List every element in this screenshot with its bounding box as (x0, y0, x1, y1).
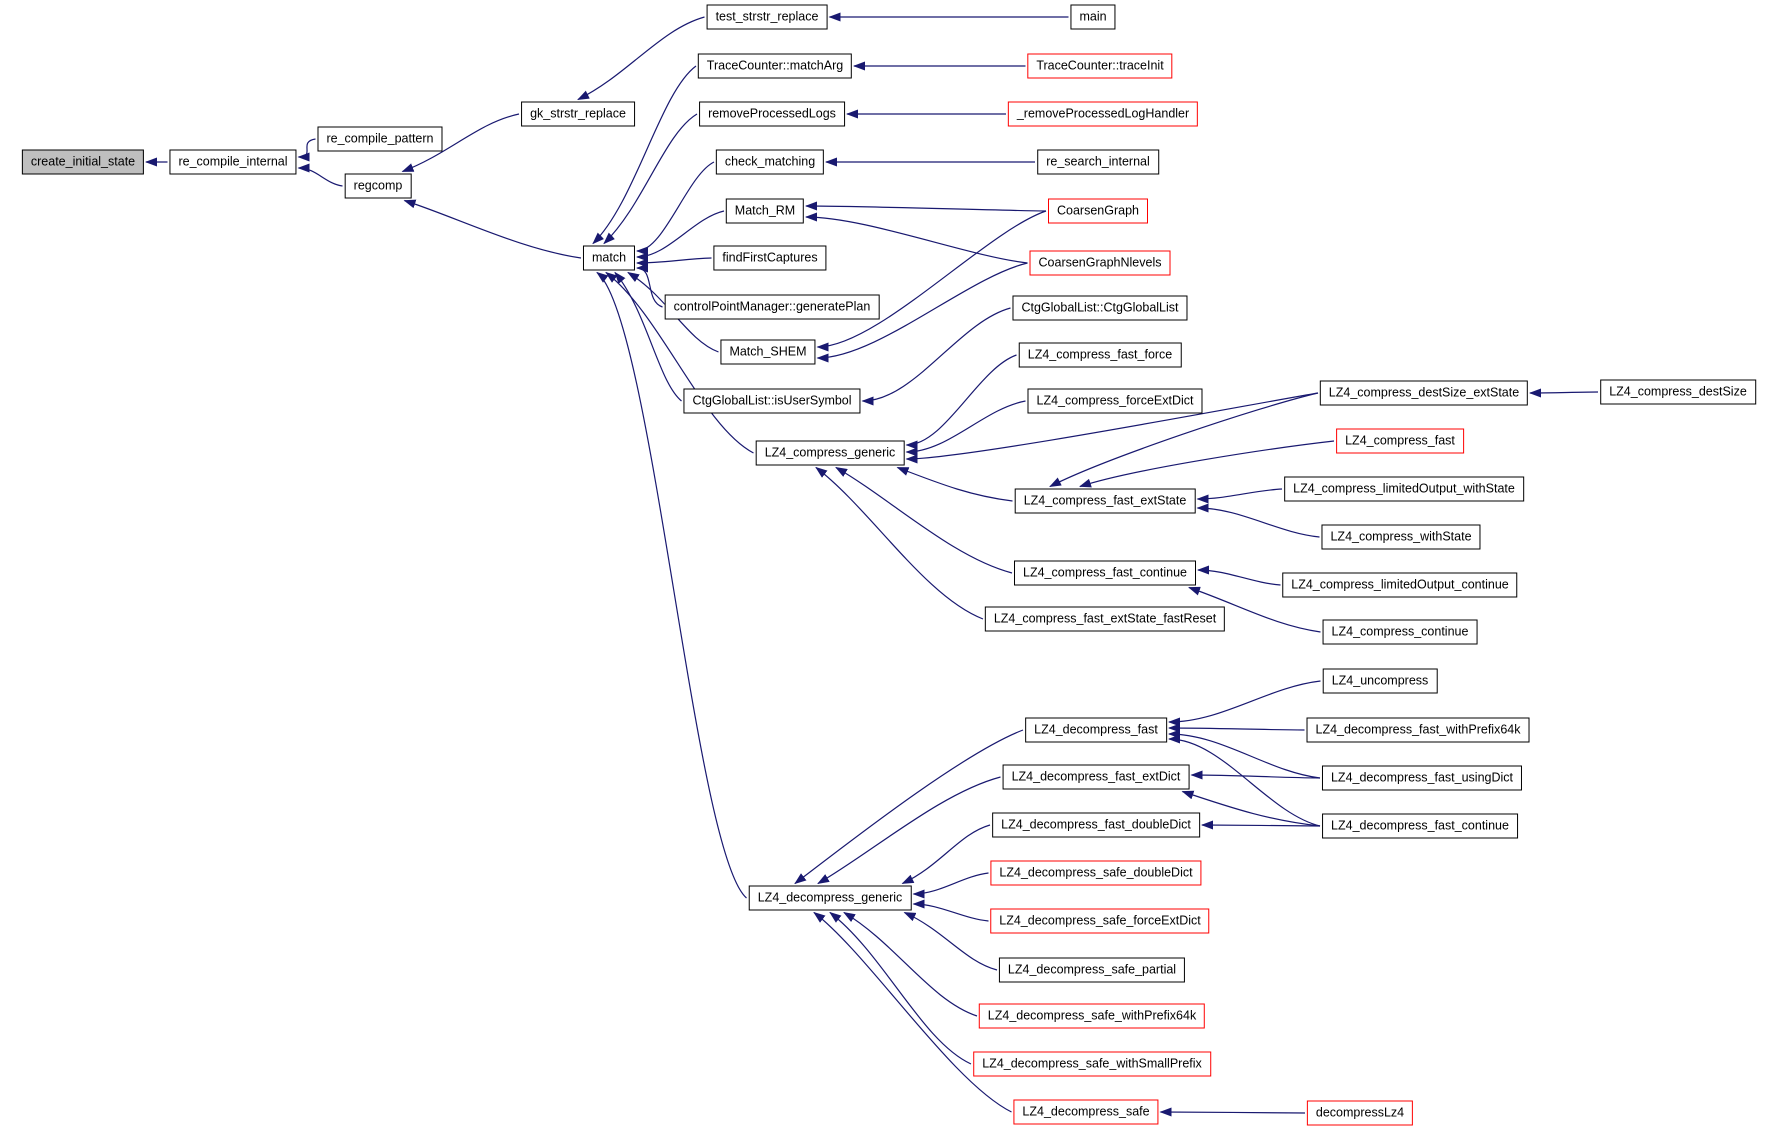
edge-LZ4_compress_forceExtDict-to-LZ4_compress_generic (907, 401, 1026, 452)
edge-Match_RM-to-match (637, 211, 724, 257)
edge-LZ4_compress_withState-to-LZ4_compress_fast_extState (1198, 508, 1320, 537)
graph-node-re_compile_pattern[interactable]: re_compile_pattern (317, 127, 442, 152)
graph-node-findFirstCaptures[interactable]: findFirstCaptures (713, 246, 826, 271)
edge-CoarsenGraph-to-Match_RM (806, 206, 1046, 211)
graph-node-LZ4_compress_destSize[interactable]: LZ4_compress_destSize (1600, 380, 1756, 405)
edge-CoarsenGraph-to-Match_SHEM (818, 211, 1047, 347)
edge-LZ4_decompress_safe_doubleDict-to-LZ4_decompress_generic (914, 873, 989, 894)
graph-node-LZ4_compress_fast_extState_fastReset[interactable]: LZ4_compress_fast_extState_fastReset (985, 607, 1225, 632)
edge-LZ4_compress_destSize-to-LZ4_compress_destSize_extState (1530, 392, 1598, 393)
graph-node-LZ4_decompress_fast_withPrefix64k[interactable]: LZ4_decompress_fast_withPrefix64k (1307, 718, 1530, 743)
graph-node-LZ4_decompress_fast_continue[interactable]: LZ4_decompress_fast_continue (1322, 814, 1518, 839)
graph-node-gk_strstr_replace[interactable]: gk_strstr_replace (521, 102, 635, 127)
graph-node-test_strstr_replace[interactable]: test_strstr_replace (707, 5, 828, 30)
edge-LZ4_decompress_safe_withPrefix64k-to-LZ4_decompress_generic (844, 913, 977, 1017)
edge-controlPointManager::generatePlan-to-match (637, 268, 663, 307)
edge-LZ4_compress_fast_extState-to-LZ4_compress_generic (898, 468, 1013, 502)
edge-LZ4_decompress_generic-to-match (597, 273, 747, 899)
edge-LZ4_decompress_safe_withSmallPrefix-to-LZ4_decompress_generic (830, 913, 971, 1065)
graph-node-CtgGlobalList::isUserSymbol[interactable]: CtgGlobalList::isUserSymbol (683, 389, 860, 414)
edge-LZ4_uncompress-to-LZ4_decompress_fast (1169, 681, 1321, 722)
edge-re_compile_pattern-to-re_compile_internal (299, 139, 316, 157)
graph-node-match[interactable]: match (583, 246, 635, 271)
graph-node-check_matching[interactable]: check_matching (716, 150, 824, 175)
graph-node-main[interactable]: main (1070, 5, 1115, 30)
graph-node-controlPointManager::generatePlan[interactable]: controlPointManager::generatePlan (665, 295, 880, 320)
edge-LZ4_compress_limitedOutput_withState-to-LZ4_compress_fast_extState (1198, 489, 1283, 499)
edge-decompressLz4-to-LZ4_decompress_safe (1161, 1112, 1306, 1113)
graph-node-_removeProcessedLogHandler[interactable]: _removeProcessedLogHandler (1008, 102, 1198, 127)
graph-node-CtgGlobalList::CtgGlobalList[interactable]: CtgGlobalList::CtgGlobalList (1012, 296, 1187, 321)
edge-regcomp-to-re_compile_internal (299, 168, 343, 186)
graph-node-Match_RM[interactable]: Match_RM (726, 199, 804, 224)
graph-node-LZ4_compress_fast_continue[interactable]: LZ4_compress_fast_continue (1014, 561, 1196, 586)
graph-node-LZ4_decompress_fast_usingDict[interactable]: LZ4_decompress_fast_usingDict (1322, 766, 1522, 791)
edge-LZ4_decompress_fast_continue-to-LZ4_decompress_fast_extDict (1183, 792, 1321, 827)
edge-LZ4_decompress_fast_withPrefix64k-to-LZ4_decompress_fast (1169, 728, 1305, 730)
graph-node-LZ4_decompress_safe_forceExtDict[interactable]: LZ4_decompress_safe_forceExtDict (990, 909, 1209, 934)
graph-node-regcomp[interactable]: regcomp (345, 174, 412, 199)
graph-node-LZ4_decompress_safe_partial[interactable]: LZ4_decompress_safe_partial (999, 958, 1185, 983)
graph-node-TraceCounter::matchArg[interactable]: TraceCounter::matchArg (698, 54, 852, 79)
graph-node-LZ4_compress_limitedOutput_withState[interactable]: LZ4_compress_limitedOutput_withState (1284, 477, 1524, 502)
graph-node-re_search_internal[interactable]: re_search_internal (1037, 150, 1159, 175)
edge-removeProcessedLogs-to-match (604, 114, 697, 244)
graph-node-LZ4_compress_limitedOutput_continue[interactable]: LZ4_compress_limitedOutput_continue (1282, 573, 1517, 598)
edge-test_strstr_replace-to-gk_strstr_replace (578, 17, 705, 100)
graph-node-removeProcessedLogs[interactable]: removeProcessedLogs (699, 102, 845, 127)
edge-LZ4_compress_fast_continue-to-LZ4_compress_generic (836, 468, 1012, 574)
edge-LZ4_decompress_fast_doubleDict-to-LZ4_decompress_generic (903, 825, 991, 884)
graph-node-LZ4_decompress_fast_doubleDict[interactable]: LZ4_decompress_fast_doubleDict (992, 813, 1200, 838)
graph-node-LZ4_decompress_generic[interactable]: LZ4_decompress_generic (749, 886, 912, 911)
graph-node-create_initial_state[interactable]: create_initial_state (22, 150, 144, 175)
edge-CtgGlobalList::CtgGlobalList-to-CtgGlobalList::isUserSymbol (863, 308, 1011, 401)
graph-node-LZ4_decompress_safe_withPrefix64k[interactable]: LZ4_decompress_safe_withPrefix64k (979, 1004, 1205, 1029)
graph-node-LZ4_compress_forceExtDict[interactable]: LZ4_compress_forceExtDict (1027, 389, 1202, 414)
graph-node-LZ4_compress_destSize_extState[interactable]: LZ4_compress_destSize_extState (1320, 381, 1528, 406)
graph-node-LZ4_uncompress[interactable]: LZ4_uncompress (1323, 669, 1438, 694)
edge-LZ4_compress_limitedOutput_continue-to-LZ4_compress_fast_continue (1198, 570, 1281, 585)
edge-TraceCounter::matchArg-to-match (593, 66, 696, 244)
graph-node-CoarsenGraphNlevels[interactable]: CoarsenGraphNlevels (1030, 251, 1171, 276)
edge-LZ4_decompress_safe_partial-to-LZ4_decompress_generic (905, 913, 998, 971)
graph-node-LZ4_compress_withState[interactable]: LZ4_compress_withState (1321, 525, 1480, 550)
graph-node-LZ4_decompress_fast[interactable]: LZ4_decompress_fast (1025, 718, 1167, 743)
graph-node-LZ4_compress_fast[interactable]: LZ4_compress_fast (1336, 429, 1464, 454)
edge-LZ4_decompress_fast-to-LZ4_decompress_generic (795, 730, 1023, 884)
graph-node-Match_SHEM[interactable]: Match_SHEM (720, 340, 815, 365)
graph-node-LZ4_compress_fast_extState[interactable]: LZ4_compress_fast_extState (1015, 489, 1196, 514)
graph-node-re_compile_internal[interactable]: re_compile_internal (169, 150, 296, 175)
graph-node-LZ4_compress_generic[interactable]: LZ4_compress_generic (756, 441, 905, 466)
edge-match-to-regcomp (405, 201, 582, 259)
graph-node-LZ4_decompress_safe[interactable]: LZ4_decompress_safe (1013, 1100, 1158, 1125)
edge-findFirstCaptures-to-match (637, 258, 712, 263)
edge-LZ4_decompress_fast_continue-to-LZ4_decompress_fast_doubleDict (1202, 825, 1320, 826)
graph-node-CoarsenGraph[interactable]: CoarsenGraph (1048, 199, 1148, 224)
edge-LZ4_decompress_fast_usingDict-to-LZ4_decompress_fast_extDict (1192, 775, 1321, 778)
graph-node-LZ4_decompress_fast_extDict[interactable]: LZ4_decompress_fast_extDict (1003, 765, 1190, 790)
graph-node-LZ4_compress_fast_force[interactable]: LZ4_compress_fast_force (1019, 343, 1182, 368)
edge-LZ4_decompress_fast_usingDict-to-LZ4_decompress_fast (1169, 734, 1320, 778)
graph-node-LZ4_decompress_safe_doubleDict[interactable]: LZ4_decompress_safe_doubleDict (990, 861, 1201, 886)
graph-node-LZ4_compress_continue[interactable]: LZ4_compress_continue (1323, 620, 1478, 645)
edge-LZ4_compress_fast_extState_fastReset-to-LZ4_compress_generic (816, 468, 983, 620)
graph-node-decompressLz4[interactable]: decompressLz4 (1307, 1101, 1413, 1126)
edge-LZ4_decompress_safe_forceExtDict-to-LZ4_decompress_generic (914, 904, 989, 921)
edge-check_matching-to-match (637, 162, 714, 251)
graph-node-TraceCounter::traceInit[interactable]: TraceCounter::traceInit (1027, 54, 1172, 79)
edge-LZ4_decompress_fast_extDict-to-LZ4_decompress_generic (818, 777, 1001, 884)
graph-node-LZ4_decompress_safe_withSmallPrefix[interactable]: LZ4_decompress_safe_withSmallPrefix (973, 1052, 1211, 1077)
